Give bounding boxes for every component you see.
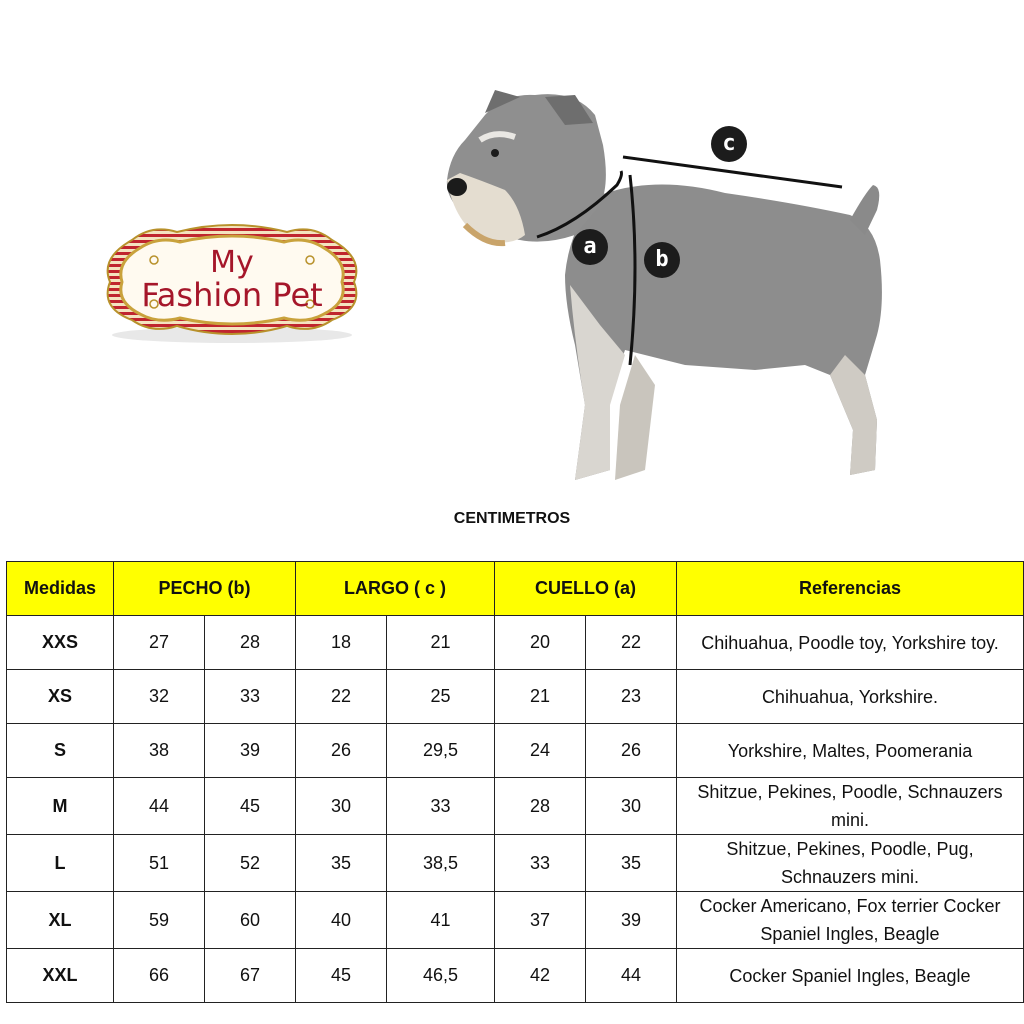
referencias-cell: Chihuahua, Yorkshire. [677, 670, 1024, 724]
referencias-cell: Chihuahua, Poodle toy, Yorkshire toy. [677, 616, 1024, 670]
pecho-min-cell: 44 [114, 778, 205, 835]
referencias-cell: Cocker Spaniel Ingles, Beagle [677, 949, 1024, 1003]
pecho-min-cell: 32 [114, 670, 205, 724]
cuello-max-cell: 35 [586, 835, 677, 892]
pecho-max-cell: 67 [205, 949, 296, 1003]
table-row [7, 670, 1024, 724]
cuello-max-cell: 22 [586, 616, 677, 670]
table-row [7, 616, 1024, 670]
largo-min-cell: 30 [296, 778, 387, 835]
cuello-min-cell: 33 [495, 835, 586, 892]
size-cell: S [7, 724, 114, 778]
header-pecho: PECHO (b) [114, 562, 296, 616]
cuello-max-cell: 39 [586, 892, 677, 949]
marker-b: b [644, 242, 680, 278]
referencias-cell: Shitzue, Pekines, Poodle, Pug, Schnauzers mini. [677, 835, 1024, 892]
dog-measurement-diagram [425, 75, 945, 505]
size-cell: XXL [7, 949, 114, 1003]
cuello-max-cell: 26 [586, 724, 677, 778]
pecho-max-cell: 28 [205, 616, 296, 670]
largo-max-cell: 41 [387, 892, 495, 949]
table-header-row [7, 562, 1024, 616]
pecho-max-cell: 45 [205, 778, 296, 835]
table-row [7, 724, 1024, 778]
largo-max-cell: 33 [387, 778, 495, 835]
pecho-max-cell: 39 [205, 724, 296, 778]
size-cell: XXS [7, 616, 114, 670]
table-row [7, 949, 1024, 1003]
header-medidas: Medidas [7, 562, 114, 616]
cuello-max-cell: 44 [586, 949, 677, 1003]
header-largo: LARGO ( c ) [296, 562, 495, 616]
schnauzer-illustration [425, 75, 945, 505]
largo-min-cell: 26 [296, 724, 387, 778]
header-cuello: CUELLO (a) [495, 562, 677, 616]
cuello-min-cell: 21 [495, 670, 586, 724]
largo-max-cell: 29,5 [387, 724, 495, 778]
largo-min-cell: 45 [296, 949, 387, 1003]
pecho-min-cell: 59 [114, 892, 205, 949]
pecho-min-cell: 27 [114, 616, 205, 670]
largo-max-cell: 46,5 [387, 949, 495, 1003]
size-cell: XS [7, 670, 114, 724]
largo-max-cell: 38,5 [387, 835, 495, 892]
table-row [7, 778, 1024, 835]
referencias-cell: Shitzue, Pekines, Poodle, Schnauzers mini. [677, 778, 1024, 835]
cuello-min-cell: 42 [495, 949, 586, 1003]
size-cell: XL [7, 892, 114, 949]
pecho-min-cell: 38 [114, 724, 205, 778]
largo-max-cell: 25 [387, 670, 495, 724]
cuello-min-cell: 20 [495, 616, 586, 670]
unit-caption: CENTIMETROS [453, 510, 571, 527]
largo-min-cell: 18 [296, 616, 387, 670]
largo-min-cell: 35 [296, 835, 387, 892]
marker-a: a [572, 229, 608, 265]
pecho-min-cell: 51 [114, 835, 205, 892]
referencias-cell: Yorkshire, Maltes, Poomerania [677, 724, 1024, 778]
size-cell: M [7, 778, 114, 835]
logo-line1: My [210, 245, 254, 280]
pecho-min-cell: 66 [114, 949, 205, 1003]
pecho-max-cell: 52 [205, 835, 296, 892]
header-referencias: Referencias [677, 562, 1024, 616]
logo-badge [92, 210, 372, 350]
size-table [6, 561, 1024, 1003]
pecho-max-cell: 33 [205, 670, 296, 724]
cuello-min-cell: 24 [495, 724, 586, 778]
table-row [7, 892, 1024, 949]
largo-min-cell: 40 [296, 892, 387, 949]
pecho-max-cell: 60 [205, 892, 296, 949]
cuello-max-cell: 23 [586, 670, 677, 724]
cuello-min-cell: 28 [495, 778, 586, 835]
cuello-min-cell: 37 [495, 892, 586, 949]
logo-line2: Fashion Pet [141, 276, 323, 314]
largo-max-cell: 21 [387, 616, 495, 670]
size-cell: L [7, 835, 114, 892]
brand-logo [92, 210, 372, 350]
table-row [7, 835, 1024, 892]
largo-min-cell: 22 [296, 670, 387, 724]
marker-c: c [711, 126, 747, 162]
cuello-max-cell: 30 [586, 778, 677, 835]
referencias-cell: Cocker Americano, Fox terrier Cocker Spaniel Ingles, Beagle [677, 892, 1024, 949]
